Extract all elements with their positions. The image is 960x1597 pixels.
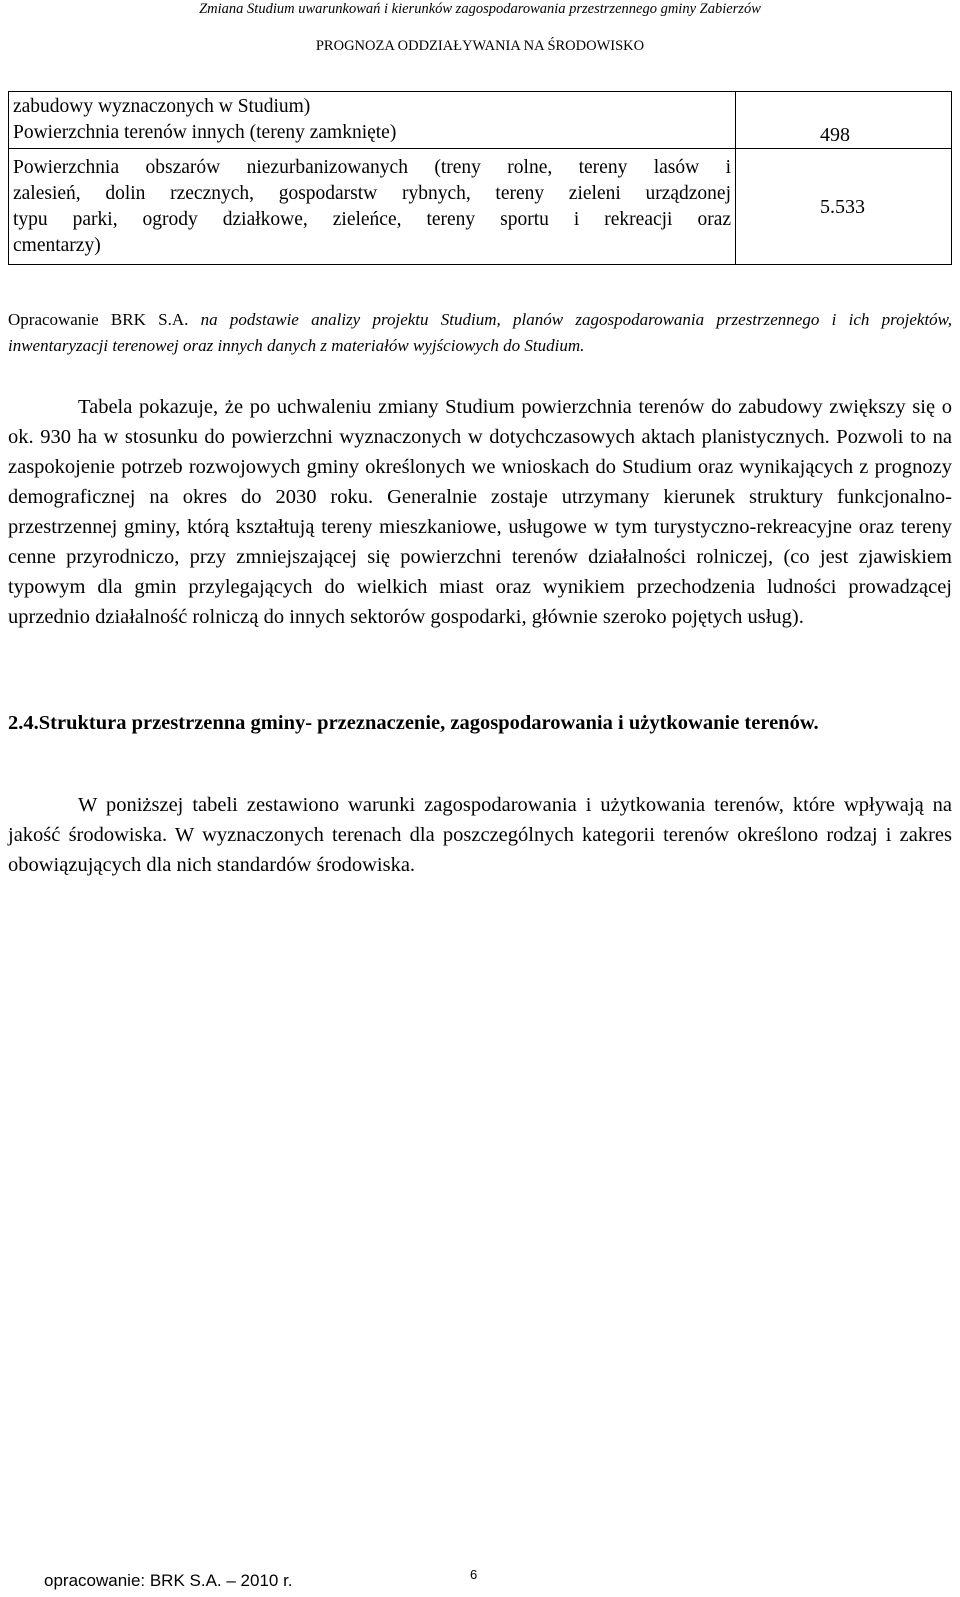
table-cell-line: cmentarzy) <box>13 234 101 256</box>
table-source-note <box>8 307 952 359</box>
table-row <box>9 149 952 265</box>
table-cell-line: Powierzchnia obszarów niezurbanizowanych (treny rolne, tereny lasów i <box>13 156 731 178</box>
table-cell-description <box>9 149 736 265</box>
body-paragraph <box>8 790 952 880</box>
paragraph-text: W poniższej tabeli zestawiono warunki zagospodarowania i użytkowania terenów, które wpływają na jakość środowiska. W wyznaczonych terenach dla poszczególnych kategorii terenów określono rodzaj i zakres obowiązujących dla nich standardów środowiska. <box>8 794 952 876</box>
page-number: 6 <box>470 1567 478 1582</box>
running-header-subtitle: PROGNOZA ODDZIAŁYWANIA NA ŚRODOWISKO <box>315 38 645 54</box>
land-area-table <box>8 91 952 265</box>
body-paragraph <box>8 392 952 632</box>
running-header-title: Zmiana Studium uwarunkowań i kierunków zagospodarowania przestrzennego gminy Zabierzów <box>199 1 761 17</box>
section-number: 2.4. <box>8 712 39 734</box>
source-description: na podstawie analizy projektu Studium, planów zagospodarowania przestrzennego i ich projektów, inwentaryzacji terenowej oraz innych danych z materiałów wyjściowych do Studium. <box>8 310 953 355</box>
section-heading <box>8 709 952 737</box>
table-cell-value: 5.533 <box>736 149 952 265</box>
table-cell-line: Powierzchnia terenów innych (tereny zamknięte) <box>13 122 397 143</box>
source-author: Opracowanie BRK S.A. <box>8 310 189 329</box>
paragraph-text: Tabela pokazuje, że po uchwaleniu zmiany Studium powierzchnia terenów do zabudowy zwiększy się o ok. 930 ha w stosunku do powierzchni wyznaczonych w dotychczasowych aktach planistycznych. Pozwoli to na zaspokojenie potrzeb rozwojowych gminy określonych we wnioskach do Studium oraz wynikających z prognozy demograficznej na okres do 2030 roku. Generalnie zostaje utrzymany kierunek struktury funkcjonalno-przestrzennej gminy, którą kształtują tereny mieszkaniowe, usługowe w tym turystyczno-rekreacyjne oraz tereny cenne przyrodniczo, przy zmniejszającej się powierzchni terenów działalności rolniczej, (co jest zjawiskiem typowym dla gmin przylegających do wielkich miast oraz wynikiem przechodzenia ludności prowadzącej uprzednio działalność rolniczą do innych sektorów gospodarki, głównie szeroko pojętych usług). <box>8 396 952 628</box>
table-row <box>9 92 952 149</box>
table-cell-value: 498 <box>736 92 952 149</box>
footer-credit: opracowanie: BRK S.A. – 2010 r. <box>44 1571 293 1590</box>
table-cell-line: typu parki, ogrody działkowe, zieleńce, tereny sportu i rekreacji oraz <box>13 208 731 230</box>
table-cell-description <box>9 92 736 149</box>
section-title: Struktura przestrzenna gminy- przeznaczenie, zagospodarowania i użytkowanie terenów. <box>38 712 819 734</box>
table-cell-line: zabudowy wyznaczonych w Studium) <box>13 96 311 117</box>
table-cell-line: zalesień, dolin rzecznych, gospodarstw rybnych, tereny zieleni urządzonej <box>13 182 731 204</box>
